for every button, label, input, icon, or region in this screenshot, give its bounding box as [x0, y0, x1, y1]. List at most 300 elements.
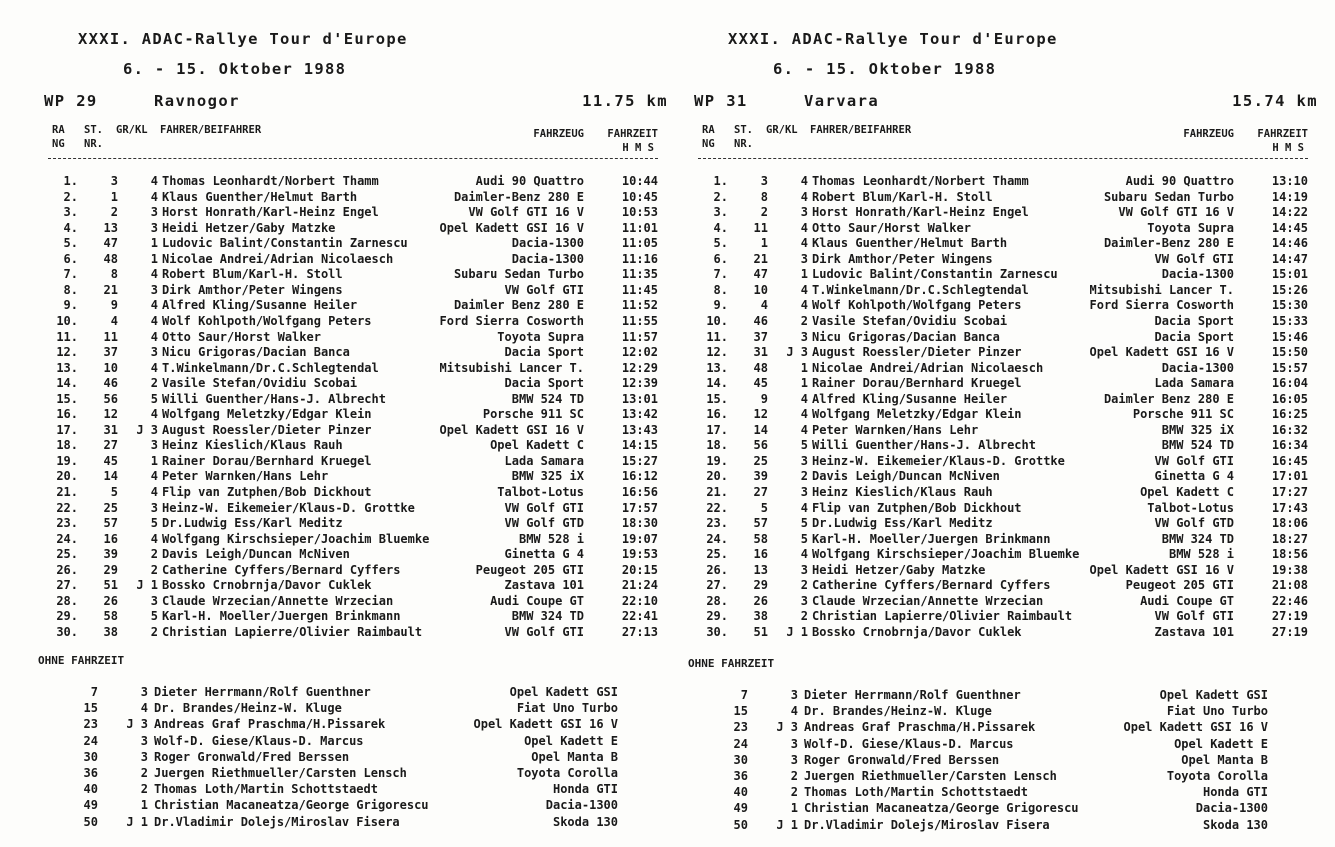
time-cell: 15:30: [1271, 298, 1308, 313]
rank-cell: 25.: [706, 547, 728, 562]
car-cell: Peugeot 205 GTI: [1125, 578, 1234, 593]
class-cell: 2: [150, 547, 158, 562]
class-cell: 4: [800, 391, 808, 406]
column-headers: [702, 124, 1308, 156]
start-number-cell: 48: [103, 251, 118, 266]
crew-cell: Willi Guenther/Hans-J. Albrecht: [162, 391, 386, 406]
table-row: [698, 236, 1308, 252]
table-row: [698, 205, 1308, 221]
time-cell: 13:10: [1271, 174, 1308, 188]
class-cell: 3: [150, 220, 158, 235]
col-grkl: GR/KL: [116, 124, 148, 136]
time-cell: 11:01: [621, 220, 658, 235]
class-cell: 1: [800, 267, 808, 282]
start-number-cell: 31: [103, 422, 118, 437]
car-cell: Opel Kadett GSI 16 V: [439, 220, 584, 235]
list-item: [48, 734, 658, 750]
rank-cell: 10.: [56, 313, 78, 328]
start-number-cell: 16: [753, 547, 768, 562]
rank-cell: 9.: [713, 298, 728, 313]
time-cell: 27:13: [621, 624, 658, 639]
table-row: [698, 392, 1308, 408]
time-cell: 20:15: [621, 562, 658, 577]
car-cell: Opel Kadett GSI: [1159, 688, 1268, 702]
car-cell: Honda GTI: [552, 782, 618, 797]
rank-cell: 7.: [63, 267, 78, 282]
start-number-cell: 29: [103, 562, 118, 577]
crew-cell: Nicu Grigoras/Dacian Banca: [812, 329, 1000, 344]
start-number-cell: 16: [103, 531, 118, 546]
stage-number: WP 29: [44, 92, 98, 110]
start-number-cell: 39: [753, 469, 768, 484]
list-item: [698, 785, 1308, 801]
crew-cell: Roger Gronwald/Fred Berssen: [154, 749, 350, 764]
car-cell: Ginetta G 4: [1154, 469, 1234, 484]
list-item: [698, 688, 1308, 704]
crew-cell: Andreas Graf Praschma/H.Pissarek: [154, 717, 386, 732]
crew-cell: Nicu Grigoras/Dacian Banca: [162, 345, 350, 360]
rank-cell: 16.: [56, 407, 78, 422]
col-time-1: FAHRZEIT: [607, 128, 658, 140]
start-number-cell: 30: [733, 752, 748, 767]
rank-cell: 17.: [706, 422, 728, 437]
table-row: [48, 438, 658, 454]
class-cell: 3: [150, 593, 158, 608]
car-cell: Audi 90 Quattro: [475, 174, 584, 188]
start-number-cell: 10: [753, 282, 768, 297]
rank-cell: 22.: [706, 500, 728, 515]
car-cell: Talbot-Lotus: [497, 485, 584, 499]
col-grkl: GR/KL: [766, 124, 798, 136]
table-row: [48, 501, 658, 517]
start-number-cell: 12: [753, 407, 768, 422]
time-cell: 22:10: [621, 593, 658, 608]
class-cell: 4: [140, 701, 148, 716]
list-item: [698, 704, 1308, 720]
class-cell: 3: [800, 205, 808, 220]
car-cell: Peugeot 205 GTI: [475, 562, 584, 577]
table-row: [48, 563, 658, 579]
car-cell: Ginetta G 4: [504, 547, 584, 562]
crew-cell: Wolfgang Meletzky/Edgar Klein: [162, 407, 372, 422]
rank-cell: 14.: [56, 376, 78, 391]
car-cell: Dacia-1300: [511, 251, 584, 266]
rank-cell: 24.: [56, 531, 78, 546]
time-cell: 11:52: [621, 298, 658, 313]
car-cell: Toyota Corolla: [1166, 769, 1268, 783]
crew-cell: Alfred Kling/Susanne Heiler: [812, 391, 1008, 406]
table-row: [698, 563, 1308, 579]
stage-results-panel-wp29: [38, 0, 688, 847]
crew-cell: Claude Wrzecian/Annette Wrzecian: [812, 593, 1044, 608]
class-cell: 4: [150, 329, 158, 344]
time-cell: 12:39: [621, 376, 658, 391]
start-number-cell: 31: [753, 345, 768, 360]
time-cell: 16:34: [1271, 438, 1308, 453]
car-cell: Toyota Supra: [497, 329, 584, 344]
event-title: XXXI. ADAC-Rallye Tour d'Europe: [728, 30, 1058, 48]
start-number-cell: 56: [103, 391, 118, 406]
crew-cell: Wolfgang Kirschsieper/Joachim Bluemke: [162, 531, 430, 546]
table-row: [48, 283, 658, 299]
car-cell: VW Golf GTI: [504, 500, 584, 515]
crew-cell: Roger Gronwald/Fred Berssen: [804, 752, 1000, 767]
class-cell: 4: [150, 189, 158, 204]
rank-cell: 24.: [706, 531, 728, 546]
time-cell: 19:53: [621, 547, 658, 562]
time-cell: 14:22: [1271, 205, 1308, 220]
car-cell: VW Golf GTI: [1154, 251, 1234, 266]
car-cell: Fiat Uno Turbo: [1166, 704, 1268, 719]
start-number-cell: 14: [753, 422, 768, 437]
car-cell: Subaru Sedan Turbo: [1103, 189, 1234, 204]
table-row: [698, 221, 1308, 237]
crew-cell: Nicolae Andrei/Adrian Nicolaesch: [162, 251, 394, 266]
time-cell: 18:06: [1271, 516, 1308, 531]
table-row: [698, 361, 1308, 377]
table-row: [48, 376, 658, 392]
crew-cell: Klaus Guenther/Helmut Barth: [812, 236, 1008, 251]
crew-cell: Vasile Stefan/Ovidiu Scobai: [812, 313, 1008, 328]
class-cell: 1: [800, 376, 808, 391]
car-cell: Opel Kadett GSI 16 V: [1089, 562, 1234, 577]
class-cell: 5: [800, 438, 808, 453]
rank-cell: 30.: [56, 624, 78, 639]
car-cell: BMW 524 TD: [1161, 438, 1234, 453]
crew-cell: Andreas Graf Praschma/H.Pissarek: [804, 720, 1036, 735]
class-cell: J 1: [126, 814, 148, 829]
start-number-cell: 40: [733, 785, 748, 800]
table-row: [698, 407, 1308, 423]
class-cell: 2: [140, 782, 148, 797]
time-cell: 15:27: [621, 453, 658, 468]
table-row: [48, 298, 658, 314]
crew-cell: Juergen Riethmueller/Carsten Lensch: [154, 766, 407, 780]
start-number-cell: 9: [110, 298, 118, 313]
car-cell: Ford Sierra Cosworth: [439, 313, 584, 328]
car-cell: VW Golf GTI 16 V: [468, 205, 584, 220]
time-cell: 11:35: [621, 267, 658, 282]
table-row: [48, 221, 658, 237]
car-cell: Opel Kadett C: [1140, 485, 1234, 499]
car-cell: Dacia Sport: [1154, 329, 1234, 344]
start-number-cell: 2: [760, 205, 768, 220]
start-number-cell: 10: [103, 360, 118, 375]
time-cell: 16:32: [1271, 422, 1308, 437]
class-cell: 1: [800, 360, 808, 375]
time-cell: 15:46: [1271, 329, 1308, 344]
rank-cell: 28.: [56, 593, 78, 608]
car-cell: Dacia Sport: [504, 376, 584, 391]
class-cell: J 1: [786, 624, 808, 639]
class-cell: 3: [150, 345, 158, 360]
class-cell: 4: [150, 485, 158, 499]
class-cell: 3: [150, 500, 158, 515]
start-number-cell: 1: [110, 189, 118, 204]
table-row: [698, 314, 1308, 330]
crew-cell: Dr.Ludwig Ess/Karl Meditz: [162, 516, 343, 531]
time-cell: 27:19: [1271, 609, 1308, 624]
time-cell: 10:45: [621, 189, 658, 204]
start-number-cell: 45: [103, 453, 118, 468]
start-number-cell: 36: [83, 766, 98, 780]
crew-cell: Horst Honrath/Karl-Heinz Engel: [812, 205, 1029, 220]
start-number-cell: 7: [740, 688, 748, 702]
crew-cell: Rainer Dorau/Bernhard Kruegel: [812, 376, 1022, 391]
rank-cell: 17.: [56, 422, 78, 437]
class-cell: 5: [800, 516, 808, 531]
car-cell: VW Golf GTD: [504, 516, 584, 531]
crew-cell: Willi Guenther/Hans-J. Albrecht: [812, 438, 1036, 453]
time-cell: 13:42: [621, 407, 658, 422]
rank-cell: 19.: [56, 453, 78, 468]
start-number-cell: 37: [753, 329, 768, 344]
class-cell: 2: [800, 313, 808, 328]
car-cell: BMW 324 TD: [511, 609, 584, 624]
car-cell: Honda GTI: [1202, 785, 1268, 800]
table-row: [48, 345, 658, 361]
time-cell: 14:19: [1271, 189, 1308, 204]
crew-cell: August Roessler/Dieter Pinzer: [812, 345, 1022, 360]
crew-cell: Claude Wrzecian/Annette Wrzecian: [162, 593, 394, 608]
crew-cell: Otto Saur/Horst Walker: [162, 329, 321, 344]
rank-cell: 27.: [706, 578, 728, 593]
rank-cell: 13.: [706, 360, 728, 375]
class-cell: 3: [140, 733, 148, 748]
table-row: [48, 361, 658, 377]
car-cell: Opel Kadett GSI 16 V: [1123, 720, 1268, 735]
car-cell: Opel Kadett E: [1174, 736, 1268, 751]
rank-cell: 6.: [713, 251, 728, 266]
rank-cell: 23.: [56, 516, 78, 531]
class-cell: 3: [800, 453, 808, 468]
rank-cell: 16.: [706, 407, 728, 422]
car-cell: Audi 90 Quattro: [1125, 174, 1234, 188]
rank-cell: 23.: [706, 516, 728, 531]
start-number-cell: 3: [110, 174, 118, 188]
crew-cell: Bossko Crnobrnja/Davor Cuklek: [812, 624, 1022, 639]
start-number-cell: 24: [83, 733, 98, 748]
car-cell: Opel Kadett GSI 16 V: [473, 717, 618, 732]
time-cell: 13:01: [621, 391, 658, 406]
table-row: [698, 174, 1308, 190]
crew-cell: Catherine Cyffers/Bernard Cyffers: [812, 578, 1051, 593]
rank-cell: 3.: [713, 205, 728, 220]
list-item: [698, 720, 1308, 736]
start-number-cell: 30: [83, 749, 98, 764]
class-cell: 4: [150, 298, 158, 313]
car-cell: Opel Manta B: [1181, 752, 1268, 767]
class-cell: 1: [150, 251, 158, 266]
table-row: [48, 516, 658, 532]
crew-cell: Christian Macaneatza/George Grigorescu: [154, 798, 429, 813]
rank-cell: 9.: [63, 298, 78, 313]
stage-name: Varvara: [804, 92, 880, 110]
start-number-cell: 13: [103, 220, 118, 235]
time-cell: 11:45: [621, 282, 658, 297]
list-item: [48, 717, 658, 733]
class-cell: 3: [800, 593, 808, 608]
start-number-cell: 5: [110, 485, 118, 499]
class-cell: 3: [140, 685, 148, 699]
table-row: [698, 345, 1308, 361]
start-number-cell: 15: [733, 704, 748, 719]
class-cell: 1: [150, 236, 158, 251]
col-time-1: FAHRZEIT: [1257, 128, 1308, 140]
col-nr-2: NR.: [84, 138, 103, 150]
car-cell: Opel Kadett C: [490, 438, 584, 453]
car-cell: Dacia-1300: [1161, 360, 1234, 375]
start-number-cell: 57: [753, 516, 768, 531]
time-cell: 15:50: [1271, 345, 1308, 360]
class-cell: 2: [790, 769, 798, 783]
crew-cell: Dieter Herrmann/Rolf Guenthner: [154, 685, 371, 699]
start-number-cell: 38: [103, 624, 118, 639]
class-cell: J 1: [776, 817, 798, 832]
col-rang-1: RA: [702, 124, 715, 136]
car-cell: Lada Samara: [504, 453, 584, 468]
car-cell: Audi Coupe GT: [490, 593, 584, 608]
crew-cell: Christian Lapierre/Olivier Raimbault: [162, 624, 423, 639]
rank-cell: 30.: [706, 624, 728, 639]
list-item: [48, 750, 658, 766]
crew-cell: Thomas Loth/Martin Schottstaedt: [804, 785, 1028, 800]
stage-name: Ravnogor: [154, 92, 240, 110]
class-cell: J 3: [776, 720, 798, 735]
car-cell: Fiat Uno Turbo: [516, 701, 618, 716]
col-nr-1: ST.: [734, 124, 753, 136]
table-row: [698, 423, 1308, 439]
start-number-cell: 25: [753, 453, 768, 468]
crew-cell: T.Winkelmann/Dr.C.Schlegtendal: [162, 360, 379, 375]
crew-cell: Christian Macaneatza/George Grigorescu: [804, 801, 1079, 816]
time-cell: 27:19: [1271, 624, 1308, 639]
rank-cell: 20.: [706, 469, 728, 484]
crew-cell: August Roessler/Dieter Pinzer: [162, 422, 372, 437]
class-cell: 5: [150, 516, 158, 531]
rank-cell: 10.: [706, 313, 728, 328]
header-divider: [698, 158, 1308, 159]
class-cell: J 1: [136, 578, 158, 593]
class-cell: 2: [790, 785, 798, 800]
rank-cell: 18.: [56, 438, 78, 453]
table-row: [698, 330, 1308, 346]
crew-cell: Robert Blum/Karl-H. Stoll: [812, 189, 993, 204]
car-cell: Mitsubishi Lancer T.: [439, 360, 584, 375]
crew-cell: Dr.Ludwig Ess/Karl Meditz: [812, 516, 993, 531]
table-row: [48, 407, 658, 423]
rank-cell: 1.: [713, 174, 728, 188]
start-number-cell: 21: [103, 282, 118, 297]
stage-results-panel-wp31: [688, 0, 1335, 847]
crew-cell: Heinz-W. Eikemeier/Klaus-D. Grottke: [162, 500, 415, 515]
event-dates: 6. - 15. Oktober 1988: [123, 60, 347, 78]
time-cell: 16:04: [1271, 376, 1308, 391]
class-cell: 4: [150, 174, 158, 188]
crew-cell: Wolf Kohlpoth/Wolfgang Peters: [812, 298, 1022, 313]
rank-cell: 15.: [56, 391, 78, 406]
car-cell: Subaru Sedan Turbo: [453, 267, 584, 282]
table-row: [48, 594, 658, 610]
rank-cell: 22.: [56, 500, 78, 515]
time-cell: 16:05: [1271, 391, 1308, 406]
start-number-cell: 11: [103, 329, 118, 344]
car-cell: Zastava 101: [1154, 624, 1234, 639]
car-cell: Daimler-Benz 280 E: [453, 189, 584, 204]
crew-cell: Nicolae Andrei/Adrian Nicolaesch: [812, 360, 1044, 375]
time-cell: 12:29: [621, 360, 658, 375]
rank-cell: 2.: [63, 189, 78, 204]
table-row: [698, 547, 1308, 563]
class-cell: J 3: [786, 345, 808, 360]
crew-cell: Dr.Vladimir Dolejs/Miroslav Fisera: [804, 817, 1050, 832]
start-number-cell: 8: [110, 267, 118, 282]
class-cell: 4: [150, 531, 158, 546]
crew-cell: Dr. Brandes/Heinz-W. Kluge: [804, 704, 992, 719]
rank-cell: 7.: [713, 267, 728, 282]
table-row: [698, 594, 1308, 610]
start-number-cell: 58: [753, 531, 768, 546]
crew-cell: Flip van Zutphen/Bob Dickhout: [162, 485, 372, 499]
crew-cell: Dr. Brandes/Heinz-W. Kluge: [154, 701, 342, 716]
time-cell: 19:38: [1271, 562, 1308, 577]
class-cell: 3: [790, 736, 798, 751]
start-number-cell: 12: [103, 407, 118, 422]
crew-cell: Ludovic Balint/Constantin Zarnescu: [162, 236, 408, 251]
car-cell: VW Golf GTI: [1154, 609, 1234, 624]
start-number-cell: 27: [103, 438, 118, 453]
car-cell: Mitsubishi Lancer T.: [1089, 282, 1234, 297]
class-cell: 4: [800, 500, 808, 515]
time-cell: 16:45: [1271, 453, 1308, 468]
car-cell: Dacia Sport: [1154, 313, 1234, 328]
class-cell: 4: [800, 422, 808, 437]
crew-cell: Dirk Amthor/Peter Wingens: [812, 251, 993, 266]
rank-cell: 19.: [706, 453, 728, 468]
class-cell: 4: [800, 282, 808, 297]
table-row: [48, 532, 658, 548]
crew-cell: Heinz Kieslich/Klaus Rauh: [162, 438, 343, 453]
column-headers: [52, 124, 658, 156]
stage-distance: 15.74 km: [1232, 92, 1318, 110]
start-number-cell: 24: [733, 736, 748, 751]
crew-cell: Wolf-D. Giese/Klaus-D. Marcus: [804, 736, 1014, 751]
start-number-cell: 23: [83, 717, 98, 732]
class-cell: 4: [800, 298, 808, 313]
start-number-cell: 50: [733, 817, 748, 832]
time-cell: 17:43: [1271, 500, 1308, 515]
start-number-cell: 37: [103, 345, 118, 360]
rank-cell: 11.: [56, 329, 78, 344]
car-cell: Audi Coupe GT: [1140, 593, 1234, 608]
car-cell: Skoda 130: [552, 814, 618, 829]
car-cell: BMW 524 TD: [511, 391, 584, 406]
stage-number: WP 31: [694, 92, 748, 110]
event-title: XXXI. ADAC-Rallye Tour d'Europe: [78, 30, 408, 48]
time-cell: 16:56: [621, 485, 658, 499]
rank-cell: 5.: [63, 236, 78, 251]
car-cell: Dacia Sport: [504, 345, 584, 360]
rank-cell: 21.: [706, 485, 728, 499]
crew-cell: Thomas Loth/Martin Schottstaedt: [154, 782, 378, 797]
rank-cell: 11.: [706, 329, 728, 344]
time-cell: 16:25: [1271, 407, 1308, 422]
start-number-cell: 4: [760, 298, 768, 313]
class-cell: 3: [790, 688, 798, 702]
col-car: FAHRZEUG: [1183, 128, 1234, 140]
crew-cell: Rainer Dorau/Bernhard Kruegel: [162, 453, 372, 468]
start-number-cell: 50: [83, 814, 98, 829]
